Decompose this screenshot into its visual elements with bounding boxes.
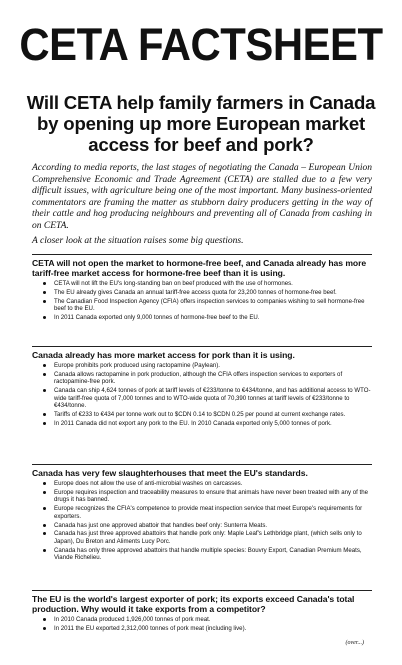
- list-item: Tariffs of €233 to €434 per tonne work out to $CDN 0.14 to $CDN 0.25 per pound at current exchange rates.: [32, 411, 372, 418]
- list-item: Canada has only three approved abattoirs that handle multiple species: Bouvry Export, Canadian Premium Meats, Viande Richelieu.: [32, 547, 372, 562]
- bullet-icon: [43, 282, 46, 285]
- list-item: Canada allows ractopamine in pork production, although the CFIA offers inspection services to exporters of ractopamine-free pork.: [32, 371, 372, 386]
- bullet-icon: [43, 507, 46, 510]
- page-title: CETA FACTSHEET: [19, 19, 383, 70]
- list-item: Europe prohibits pork produced using ractopamine (Paylean).: [32, 362, 372, 369]
- list-item: Europe requires inspection and traceability measures to ensure that animals have never been treated with any of the drugs it has banned.: [32, 489, 372, 504]
- section-divider: [32, 346, 372, 347]
- bullet-icon: [43, 482, 46, 485]
- list-item: Canada can ship 4,624 tonnes of pork at tariff levels of €233/tonne to €434/tonne, and has additional access to WTO-wide tariff-free quota of 7,000 tonnes and to WTO-wide quota of 70,390 tonnes at tariff levels of €233/tonne to €434/tonne.: [32, 387, 372, 409]
- section-divider: [32, 590, 372, 591]
- bullet-list: [32, 480, 372, 562]
- list-item: The EU already gives Canada an annual tariff-free access quota for 23,200 tonnes of hormone-free beef.: [32, 289, 372, 296]
- bullet-icon: [43, 627, 46, 630]
- list-item: Canada has just one approved abattoir that handles beef only: Sunterra Meats.: [32, 522, 372, 529]
- section-heading: The EU is the world's largest exporter of pork; its exports exceed Canada's total production. Why would it take exports from a competitor?: [32, 594, 355, 614]
- bullet-icon: [43, 413, 46, 416]
- bullet-icon: [43, 549, 46, 552]
- bullet-icon: [43, 291, 46, 294]
- list-item: Europe recognizes the CFIA's competence to provide meat inspection service that meet Europe's requirements for exporters.: [32, 505, 372, 520]
- bullet-icon: [43, 373, 46, 376]
- bullet-icon: [43, 618, 46, 621]
- section-divider: [32, 254, 372, 255]
- section-divider: [32, 464, 372, 465]
- bullet-list: [32, 280, 372, 322]
- closer-look-text: A closer look at the situation raises some big questions.: [32, 236, 244, 246]
- section-heading: Canada has very few slaughterhouses that meet the EU's standards.: [32, 468, 308, 478]
- bullet-icon: [43, 532, 46, 535]
- section-heading: CETA will not open the market to hormone-free beef, and Canada already has more tariff-free market access for hormone-free beef than it is using.: [32, 258, 367, 278]
- list-item: In 2011 the EU exported 2,312,000 tonnes of pork meat (including live).: [32, 625, 372, 632]
- section-slaughterhouses: [32, 464, 372, 563]
- list-item: In 2011 Canada did not export any pork to the EU. In 2010 Canada exported only 5,000 tonnes of pork.: [32, 420, 372, 427]
- bullet-list: [32, 362, 372, 427]
- bullet-icon: [43, 524, 46, 527]
- intro-paragraph: According to media reports, the last stages of negotiating the Canada – European Union Comprehensive Economic and Trade Agreement (CETA) are stalled due to a few very difficult issues, with agriculture being one of the most important. Many business-oriented commentators are framing the matter as stubborn dairy producers getting in the way of their cattle and hog producing neighbours and preventing all of Canada from cashing in on CETA.: [32, 163, 372, 231]
- bullet-icon: [43, 316, 46, 319]
- bullet-icon: [43, 389, 46, 392]
- bullet-icon: [43, 300, 46, 303]
- bullet-icon: [43, 364, 46, 367]
- list-item: In 2010 Canada produced 1,926,000 tonnes of pork meat.: [32, 616, 372, 623]
- section-eu-exports: [32, 590, 372, 634]
- list-item: Canada has just three approved abattoirs that handle pork only: Maple Leaf's Lethbridge plant, (which sells only to Japan), Du Breton and Aliments Lucy Porc.: [32, 530, 372, 545]
- continued-note: (over...): [345, 640, 364, 646]
- section-pork-access: [32, 346, 372, 429]
- list-item: CETA will not lift the EU's long-standing ban on beef produced with the use of hormones.: [32, 280, 372, 287]
- bullet-icon: [43, 491, 46, 494]
- section-heading: Canada already has more market access for pork than it is using.: [32, 350, 295, 360]
- bullet-icon: [43, 422, 46, 425]
- bullet-list: [32, 616, 372, 632]
- subtitle: Will CETA help family farmers in Canada by opening up more European market access for beef and pork?: [26, 92, 376, 155]
- section-beef: [32, 254, 372, 323]
- list-item: Europe does not allow the use of anti-microbial washes on carcasses.: [32, 480, 372, 487]
- list-item: In 2011 Canada exported only 9,000 tonnes of hormone-free beef to the EU.: [32, 314, 372, 321]
- list-item: The Canadian Food Inspection Agency (CFIA) offers inspection services to companies wishing to sell hormone-free beef to the EU.: [32, 298, 372, 313]
